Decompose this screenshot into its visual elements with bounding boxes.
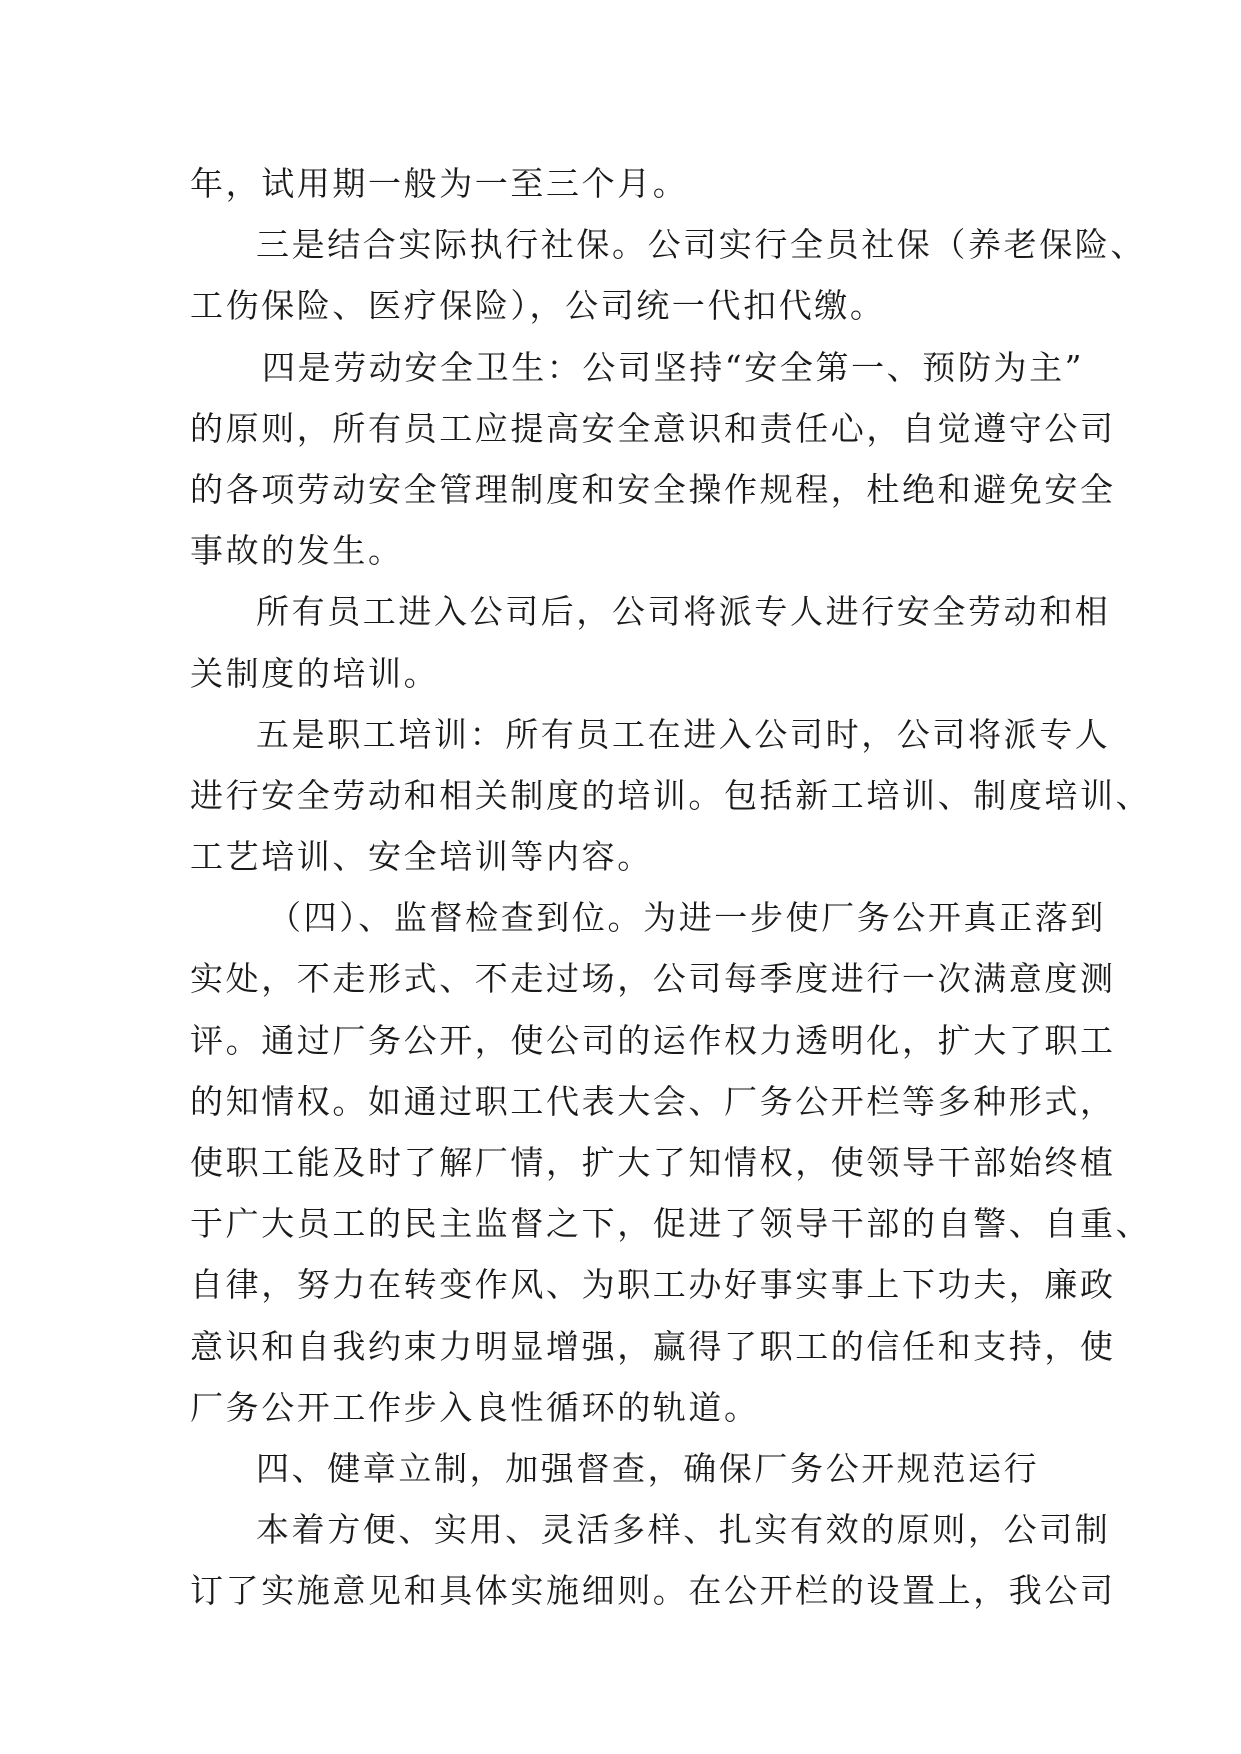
document-body [190, 153, 1152, 1622]
text-line: 于广大员工的民主监督之下，促进了领导干部的自警、自重、 [190, 1204, 1152, 1244]
text-line: 四是劳动安全卫生：公司坚持“安全第一、预防为主” [262, 347, 1085, 387]
text-line: 所有员工进入公司后，公司将派专人进行安全劳动和相 [256, 592, 1111, 632]
text-line: 评。通过厂务公开，使公司的运作权力透明化，扩大了职工 [190, 1020, 1116, 1060]
text-line: 使职工能及时了解厂情，扩大了知情权，使领导干部始终植 [190, 1143, 1116, 1182]
text-line: 本着方便、实用、灵活多样、扎实有效的原则，公司制 [256, 1510, 1111, 1550]
text-line: 进行安全劳动和相关制度的培训。包括新工培训、制度培训、 [190, 775, 1152, 815]
section-heading: 四、健章立制，加强督查，确保厂务公开规范运行 [256, 1448, 1040, 1488]
text-line: （四）、监督检查到位。为进一步使厂务公开真正落到 [268, 898, 1106, 938]
text-line: 工艺培训、安全培训等内容。 [190, 837, 653, 877]
text-line: 实处，不走形式、不走过场，公司每季度进行一次满意度测 [190, 959, 1116, 999]
text-line: 的原则，所有员工应提高安全意识和责任心，自觉遵守公司 [190, 408, 1116, 448]
text-line: 关制度的培训。 [190, 653, 440, 693]
text-line: 订了实施意见和具体实施细则。在公开栏的设置上，我公司 [190, 1571, 1116, 1611]
text-line: 五是职工培训：所有员工在进入公司时，公司将派专人 [256, 714, 1111, 754]
text-line: 事故的发生。 [190, 531, 404, 571]
text-line: 工伤保险、医疗保险），公司统一代扣代缴。 [190, 286, 886, 326]
text-line: 年，试用期一般为一至三个月。 [190, 164, 689, 203]
text-line: 的各项劳动安全管理制度和安全操作规程，杜绝和避免安全 [190, 469, 1116, 509]
text-line: 意识和自我约束力明显增强，赢得了职工的信任和支持，使 [190, 1326, 1116, 1366]
text-line: 厂务公开工作步入良性循环的轨道。 [190, 1387, 760, 1427]
text-line: 的知情权。如通过职工代表大会、厂务公开栏等多种形式， [190, 1081, 1116, 1121]
text-line: 自律，努力在转变作风、为职工办好事实事上下功夫，廉政 [190, 1265, 1116, 1305]
text-line: 三是结合实际执行社保。公司实行全员社保（养老保险、 [256, 225, 1146, 265]
